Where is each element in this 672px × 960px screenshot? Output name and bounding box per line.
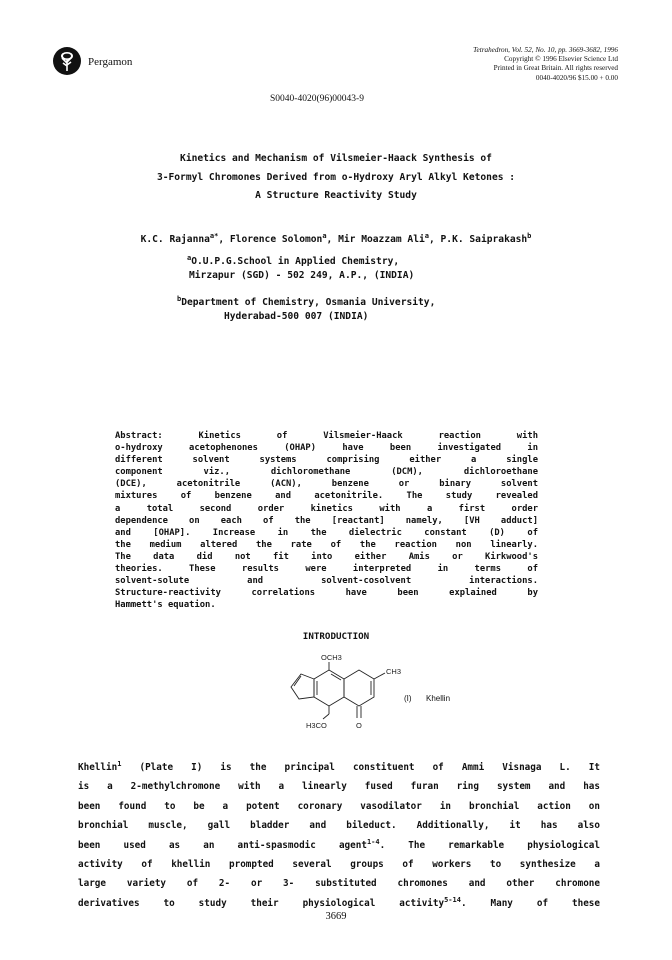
body-line: large variety of 2- or 3- substituted chromones and other chromone bbox=[78, 878, 600, 890]
substituent-h3co-bottom: H3CO bbox=[306, 721, 327, 730]
author-list: K.C. Rajanna$^{a*}$, Florence Solomon$^a$, Mir Moazzam Ali$^a$, P.K. Saiprakash$^b$ bbox=[140, 231, 532, 245]
journal-metadata bbox=[473, 46, 618, 83]
substituent-och3-top: OCH3 bbox=[321, 653, 342, 662]
publisher-name: Pergamon bbox=[88, 56, 133, 68]
title-line: A Structure Reactivity Study bbox=[255, 190, 417, 201]
affiliation-mark: a bbox=[187, 253, 192, 262]
author-affiliation-mark: a bbox=[424, 231, 429, 240]
paper-title bbox=[0, 150, 672, 206]
citation-superscript: 1-4 bbox=[366, 837, 380, 846]
introduction-body bbox=[78, 758, 600, 913]
copyright-line: Copyright © 1996 Elsevier Science Ltd bbox=[504, 55, 618, 64]
author-name: Mir Moazzam Ali bbox=[338, 234, 425, 245]
abstract-line: theories. These results were interpreted in terms of bbox=[115, 564, 538, 575]
author-name: P.K. Saiprakash bbox=[440, 234, 528, 245]
affiliation-line: Hyderabad-500 007 (INDIA) bbox=[224, 310, 369, 322]
abstract-line: solvent-solute and solvent-cosolvent interactions. bbox=[115, 576, 538, 587]
body-line: been used as an anti-spasmodic agent$^{1-4}$. The remarkable physiological bbox=[78, 837, 600, 851]
page-number: 3669 bbox=[325, 911, 347, 922]
citation-superscript: 1 bbox=[117, 759, 122, 768]
abstract-line: component viz., dichloromethane (DCM), dichloroethane bbox=[115, 467, 538, 478]
abstract-line: mixtures of benzene and acetonitrile. The study revealed bbox=[115, 491, 538, 502]
author-affiliation-mark: b bbox=[527, 231, 532, 240]
title-line: Kinetics and Mechanism of Vilsmeier-Haack Synthesis of bbox=[180, 153, 492, 164]
carbonyl-oxygen: O bbox=[356, 721, 362, 730]
body-line: bronchial muscle, gall bladder and bileduct. Additionally, it has also bbox=[78, 820, 600, 832]
affiliation-mark: b bbox=[177, 294, 182, 303]
structure-name-label: Khellin bbox=[426, 694, 451, 703]
body-line: Khellin$^1$ (Plate I) is the principal constituent of Ammi Visnaga L. It bbox=[78, 759, 600, 773]
abstract-line: dependence on each of the [reactant] namely, [VH adduct] bbox=[115, 515, 538, 526]
body-line: derivatives to study their physiological activity$^{5-14}$. Many of these bbox=[78, 895, 600, 909]
abstract-line: Structure-reactivity correlations have been explained by bbox=[115, 588, 538, 599]
affiliation-b bbox=[177, 296, 435, 323]
printed-line: Printed in Great Britain. All rights reserved bbox=[493, 64, 618, 73]
journal-citation: Tetrahedron, Vol. 52, No. 10, pp. 3669-3682, 1996 bbox=[473, 46, 618, 54]
abstract-line: a total second order kinetics with a first order bbox=[115, 503, 538, 514]
abstract-line: Abstract: Kinetics of Vilsmeier-Haack reaction with bbox=[115, 431, 538, 441]
title-line: 3-Formyl Chromones Derived from o-Hydroxy Aryl Alkyl Ketones : bbox=[156, 171, 516, 183]
citation-superscript: 5-14 bbox=[444, 895, 461, 904]
author-name: K.C. Rajanna bbox=[140, 234, 210, 245]
abstract-line: Hammett's equation. bbox=[115, 600, 216, 611]
affiliation-line: O.U.P.G.School in Applied Chemistry, bbox=[191, 256, 400, 267]
body-line: been found to be a potent coronary vasodilator in bronchial action on bbox=[78, 800, 600, 812]
abstract-line: and [OHAP]. Increase in the dielectric constant (D) of bbox=[115, 527, 538, 538]
affiliation-a bbox=[187, 255, 414, 282]
body-line: activity of khellin prompted several groups of workers to synthesize a bbox=[78, 858, 600, 870]
substituent-ch3: CH3 bbox=[386, 667, 402, 676]
article-identifier: S0040-4020(96)00043-9 bbox=[270, 94, 364, 104]
price-code: 0040-4020/96 $15.00 + 0.00 bbox=[535, 73, 618, 82]
author-affiliation-mark: a bbox=[322, 231, 327, 240]
abstract-line: o-hydroxy acetophenones (OHAP) have been investigated in bbox=[115, 443, 538, 454]
affiliation-line: Mirzapur (SGD) - 502 249, A.P., (INDIA) bbox=[189, 269, 415, 281]
structure-number-label: (I) bbox=[404, 694, 412, 703]
pergamon-tree-logo-icon bbox=[52, 46, 82, 76]
abstract-line: (DCE), acetonitrile (ACN), benzene or binary solvent bbox=[115, 479, 538, 490]
author-name: Florence Solomon bbox=[229, 234, 323, 245]
section-heading-introduction: INTRODUCTION bbox=[302, 631, 370, 642]
affiliation-line: Department of Chemistry, Osmania University, bbox=[181, 297, 436, 308]
author-affiliation-mark: a* bbox=[209, 231, 219, 240]
abstract-line: The data did not fit into either Amis or Kirkwood's bbox=[115, 551, 538, 562]
abstract bbox=[115, 430, 538, 611]
abstract-line: different solvent systems comprising either a single bbox=[115, 455, 538, 466]
abstract-line: the medium altered the rate of the reaction non linearly. bbox=[115, 539, 538, 550]
body-line: is a 2-methylchromone with a linearly fused furan ring system and has bbox=[78, 781, 600, 793]
khellin-structure-diagram bbox=[255, 652, 415, 737]
